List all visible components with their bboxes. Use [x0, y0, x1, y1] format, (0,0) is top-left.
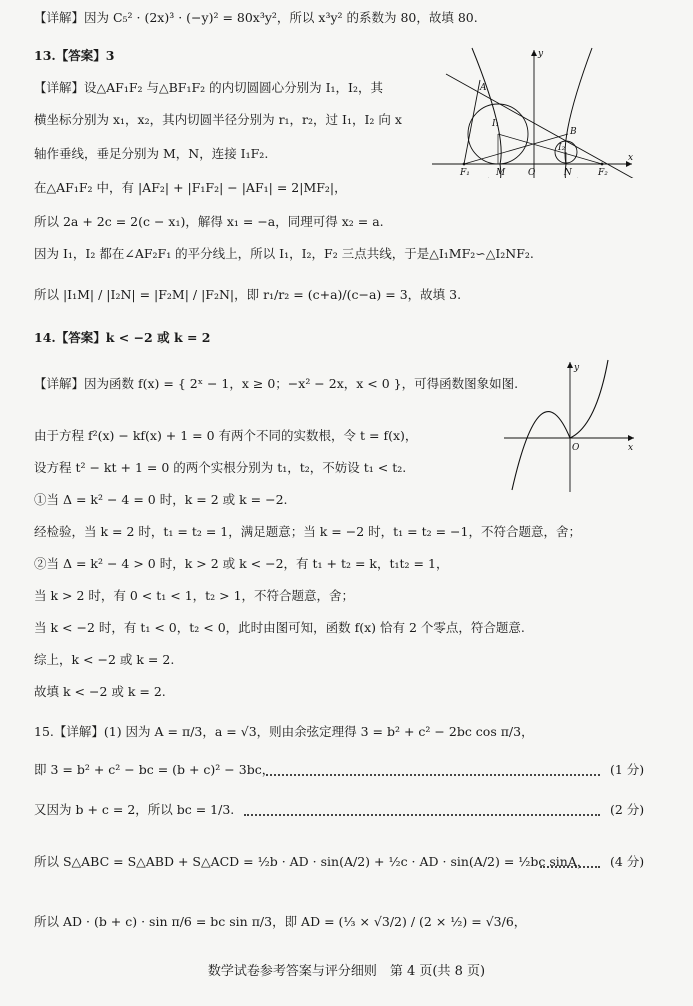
- q14-line-3: 设方程 t² − kt + 1 = 0 的两个实根分别为 t₁，t₂，不妨设 t₁ < t₂.: [34, 460, 407, 475]
- fig1-label-a: A: [480, 83, 487, 93]
- q13-line-2: 横坐标分别为 x₁，x₂，其内切圆半径分别为 r₁，r₂，过 I₁，I₂ 向 x: [34, 112, 402, 127]
- q13-answer: 13.【答案】3: [34, 48, 115, 63]
- function-graph-figure: [500, 356, 640, 496]
- q13-line-6: 因为 I₁，I₂ 都在∠AF₂F₁ 的平分线上，所以 I₁，I₂，F₂ 三点共线，于是△I₁MF₂∽△I₂NF₂.: [34, 246, 534, 261]
- fig1-label-f1: F₁: [460, 168, 470, 178]
- fig1-label-o: O: [528, 168, 536, 178]
- q14-line-5: 经检验，当 k = 2 时，t₁ = t₂ = 1，满足题意；当 k = −2 时，t₁ = t₂ = −1，不符合题意，舍；: [34, 524, 581, 539]
- fig1-label-i2: I₂: [558, 143, 566, 153]
- fig1-label-i1: I₁: [492, 119, 500, 129]
- q15-line-1: 15.【详解】(1) 因为 A = π/3，a = √3，则由余弦定理得 3 = b² + c² − 2bc cos π/3，: [34, 724, 534, 739]
- q14-line-2: 由于方程 f²(x) − kf(x) + 1 = 0 有两个不同的实数根，令 t = f(x)，: [34, 428, 418, 443]
- fig2-label-y: y: [574, 363, 580, 373]
- fig1-label-f2: F₂: [598, 168, 608, 178]
- page-footer: 数学试卷参考答案与评分细则 第 4 页(共 8 页): [207, 964, 486, 979]
- q14-answer: 14.【答案】k < −2 或 k = 2: [34, 330, 211, 345]
- q13-line-7: 所以 |I₁M| / |I₂N| = |F₂M| / |F₂N|，即 r₁/r₂ = (c+a)/(c−a) = 3，故填 3.: [34, 287, 462, 302]
- q12-explanation-line: 【详解】因为 C₅² · (2x)³ · (−y)² = 80x³y²，所以 x³y² 的系数为 80，故填 80.: [34, 10, 478, 25]
- score-mark: (4 分): [610, 854, 645, 869]
- q13-line-3: 轴作垂线，垂足分别为 M，N，连接 I₁F₂.: [34, 146, 269, 161]
- fig1-label-m: M: [496, 168, 506, 178]
- fig1-label-b: B: [570, 127, 577, 137]
- q14-line-1: 【详解】因为函数 f(x) = { 2ˣ − 1，x ≥ 0；−x² − 2x，x < 0 }，可得函数图象如图.: [34, 376, 519, 391]
- fig2-label-o: O: [572, 443, 580, 453]
- q14-line-7: 当 k > 2 时，有 0 < t₁ < 1，t₂ > 1，不符合题意，舍；: [34, 588, 355, 603]
- q14-line-10: 故填 k < −2 或 k = 2.: [34, 684, 166, 699]
- q15-line-5: 所以 AD · (b + c) · sin π/6 = bc sin π/3，即 AD = (⅓ × √3/2) / (2 × ½) = √3/6，: [34, 914, 527, 929]
- fig1-label-n: N: [564, 168, 572, 178]
- q15-line-2: 即 3 = b² + c² − bc = (b + c)² − 3bc，: [34, 762, 275, 777]
- fig2-label-x: x: [628, 443, 634, 453]
- score-leader-dots: [244, 814, 600, 816]
- q14-line-4: ①当 Δ = k² − 4 = 0 时，k = 2 或 k = −2.: [34, 492, 288, 507]
- q14-line-6: ②当 Δ = k² − 4 > 0 时，k > 2 或 k < −2，有 t₁ + t₂ = k，t₁t₂ = 1，: [34, 556, 449, 571]
- q14-line-9: 综上，k < −2 或 k = 2.: [34, 652, 175, 667]
- q14-line-8: 当 k < −2 时，有 t₁ < 0，t₂ < 0，此时由图可知，函数 f(x) 恰有 2 个零点，符合题意.: [34, 620, 525, 635]
- fig1-label-x: x: [628, 153, 634, 163]
- score-leader-dots: [266, 774, 600, 776]
- hyperbola-figure: [432, 44, 638, 178]
- fig1-label-y: y: [538, 49, 544, 59]
- q13-line-5: 所以 2a + 2c = 2(c − x₁)，解得 x₁ = −a，同理可得 x₂ = a.: [34, 214, 384, 229]
- score-leader-dots: [540, 866, 600, 868]
- score-mark: (1 分): [610, 762, 645, 777]
- q13-line-4: 在△AF₁F₂ 中，有 |AF₂| + |F₁F₂| − |AF₁| = 2|MF₂|，: [34, 180, 347, 195]
- q15-line-4: 所以 S△ABC = S△ABD + S△ACD = ½b · AD · sin(A/2) + ½c · AD · sin(A/2) = ½bc sinA，: [34, 854, 590, 869]
- q15-line-3: 又因为 b + c = 2，所以 bc = 1/3.: [34, 802, 235, 817]
- score-mark: (2 分): [610, 802, 645, 817]
- q13-line-1: 【详解】设△AF₁F₂ 与△BF₁F₂ 的内切圆圆心分别为 I₁，I₂，其: [34, 80, 383, 95]
